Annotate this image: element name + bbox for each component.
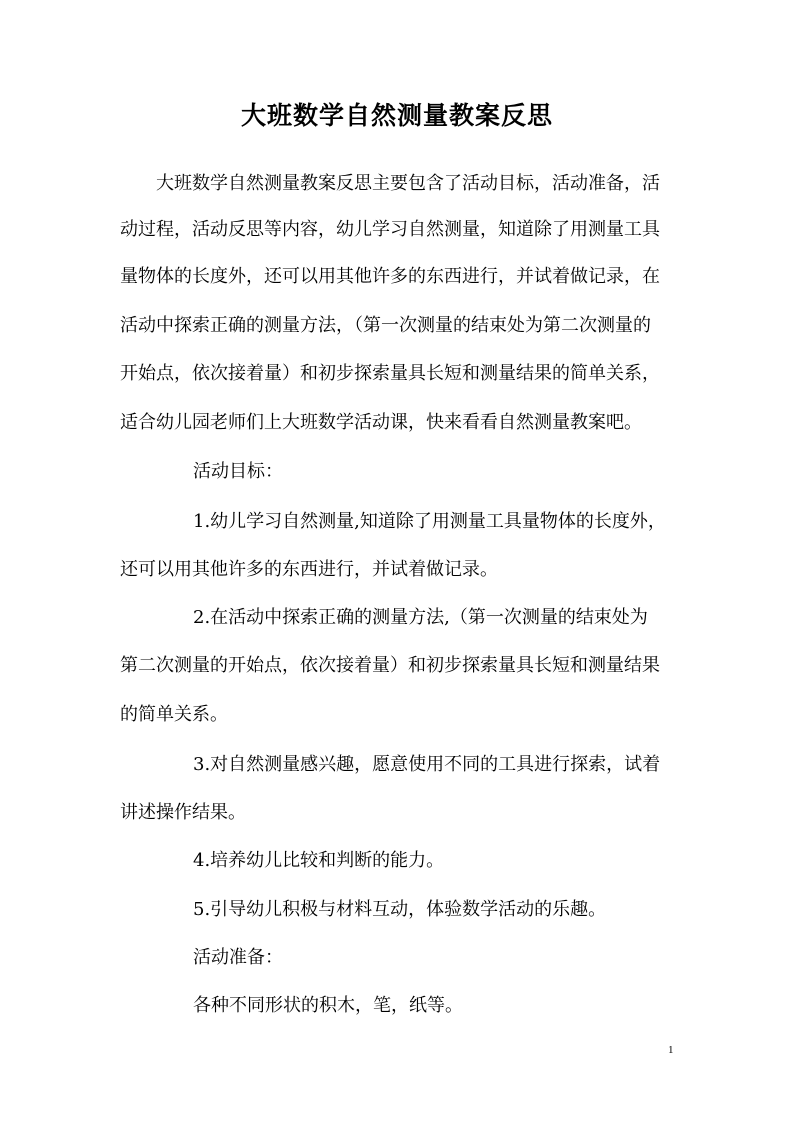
goal-item: 2.在活动中探索正确的测量方法,（第一次测量的结束处为	[193, 607, 648, 628]
goal-item: 讲述操作结果。	[120, 802, 246, 823]
goals-heading: 活动目标：	[193, 461, 283, 482]
intro-line: 大班数学自然测量教案反思主要包含了活动目标，活动准备，活	[156, 173, 660, 194]
page-number: 1	[668, 1044, 674, 1056]
intro-line: 适合幼儿园老师们上大班数学活动课，快来看看自然测量教案吧。	[120, 412, 642, 433]
goal-item: 1.幼儿学习自然测量,知道除了用测量工具量物体的长度外，	[193, 511, 666, 532]
goal-item: 还可以用其他许多的东西进行，并试着做记录。	[120, 559, 498, 580]
intro-line: 开始点，依次接着量）和初步探索量具长短和测量结果的简单关系，	[120, 363, 660, 384]
intro-line: 活动中探索正确的测量方法，（第一次测量的结束处为第二次测量的	[120, 315, 651, 336]
goal-item: 的简单关系。	[120, 704, 228, 725]
prep-heading: 活动准备：	[193, 947, 283, 968]
intro-line: 动过程，活动反思等内容，幼儿学习自然测量，知道除了用测量工具	[120, 219, 660, 240]
prep-text: 各种不同形状的积木，笔，纸等。	[193, 995, 463, 1016]
intro-line: 量物体的长度外，还可以用其他许多的东西进行，并试着做记录，在	[120, 266, 660, 287]
goal-item: 3.对自然测量感兴趣，愿意使用不同的工具进行探索，试着	[193, 754, 661, 775]
goal-item: 4.培养幼儿比较和判断的能力。	[193, 850, 445, 871]
goal-item: 5.引导幼儿积极与材料互动，体验数学活动的乐趣。	[193, 899, 607, 920]
goal-item: 第二次测量的开始点，依次接着量）和初步探索量具长短和测量结果	[120, 655, 660, 676]
page-title: 大班数学自然测量教案反思	[240, 101, 553, 130]
